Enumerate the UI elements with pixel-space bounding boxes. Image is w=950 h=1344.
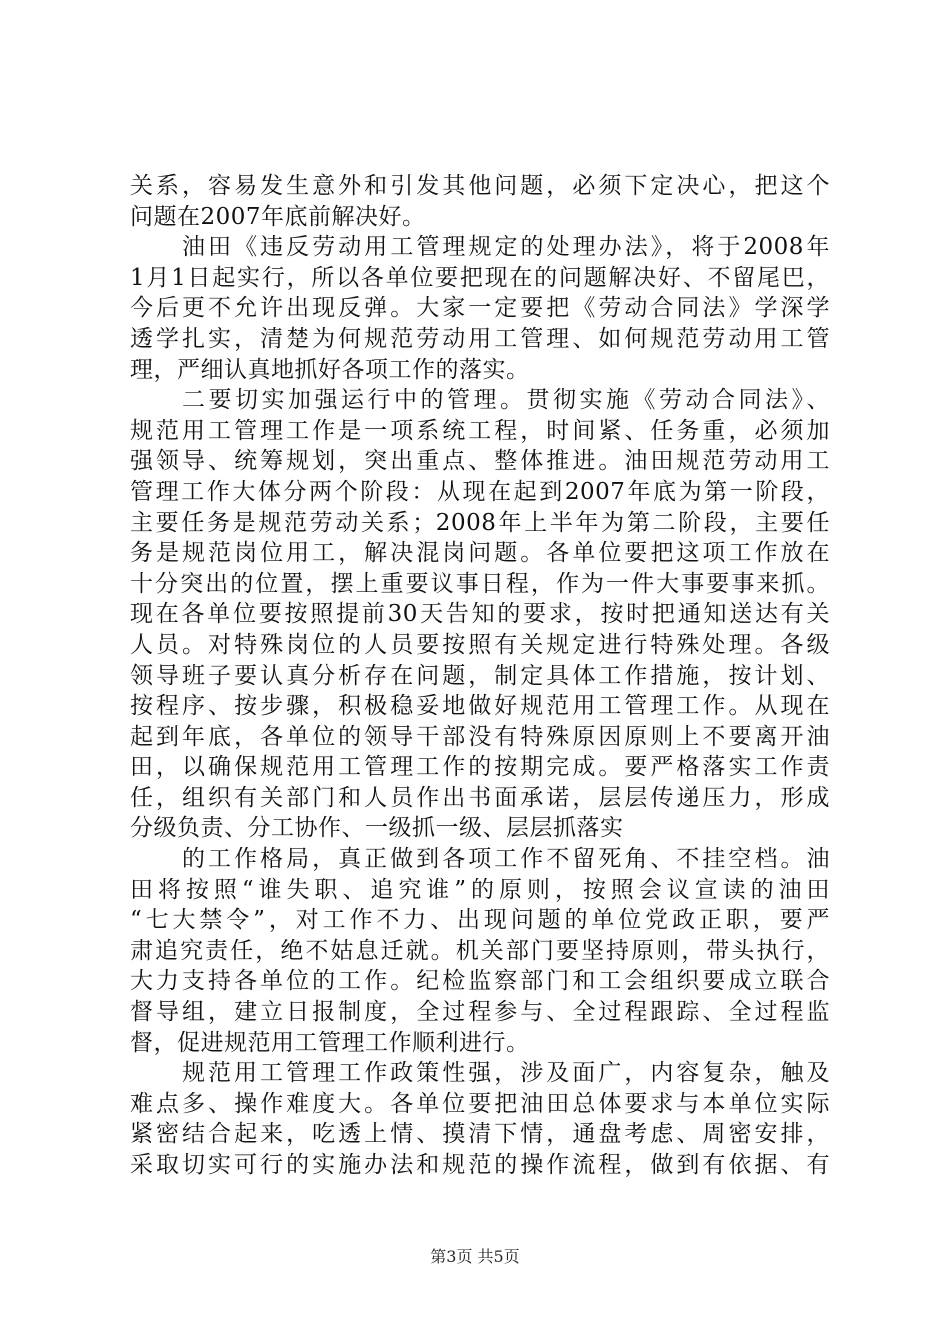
text-line: 务是规范岗位用工，解决混岗问题。各单位要把这项工作放在 bbox=[130, 540, 830, 567]
page-footer: 第3页 共5页 bbox=[430, 1247, 520, 1266]
text-line: 起到年底，各单位的领导干部没有特殊原因原则上不要离开油 bbox=[130, 723, 830, 750]
text-line: 透学扎实，清楚为何规范劳动用工管理、如何规范劳动用工管 bbox=[130, 325, 830, 352]
text-line: 规范用工管理工作是一项系统工程，时间紧、任务重，必须加 bbox=[130, 417, 830, 444]
text-line: 田将按照“谁失职、追究谁”的原则，按照会议宣读的油田 bbox=[130, 876, 830, 903]
text-line: 肃追究责任，绝不姑息迁就。机关部门要坚持原则，带头执行， bbox=[130, 937, 830, 964]
text-line: 分级负责、分工协作、一级抓一级、层层抓落实 bbox=[130, 815, 624, 842]
text-line: 主要任务是规范劳动关系；2008年上半年为第二阶段，主要任 bbox=[130, 509, 830, 536]
text-line: 督，促进规范用工管理工作顺利进行。 bbox=[130, 1029, 530, 1056]
text-line: 的工作格局，真正做到各项工作不留死角、不挂空档。油 bbox=[182, 846, 830, 873]
text-line: 今后更不允许出现反弹。大家一定要把《劳动合同法》学深学 bbox=[130, 295, 830, 322]
text-line: 大力支持各单位的工作。纪检监察部门和工会组织要成立联合 bbox=[130, 968, 830, 995]
text-line: 1月1日起实行，所以各单位要把现在的问题解决好、不留尾巴， bbox=[130, 264, 830, 291]
text-line: 现在各单位要按照提前30天告知的要求，按时把通知送达有关 bbox=[130, 601, 830, 628]
text-line: 规范用工管理工作政策性强，涉及面广，内容复杂，触及 bbox=[182, 1060, 830, 1087]
text-line: 督导组，建立日报制度，全过程参与、全过程跟踪、全过程监 bbox=[130, 999, 830, 1026]
text-line: 强领导、统筹规划，突出重点、整体推进。油田规范劳动用工 bbox=[130, 448, 830, 475]
text-line: 田，以确保规范用工管理工作的按期完成。要严格落实工作责 bbox=[130, 754, 830, 781]
text-line: 关系，容易发生意外和引发其他问题，必须下定决心，把这个 bbox=[130, 173, 830, 199]
text-line: 领导班子要认真分析存在问题，制定具体工作措施，按计划、 bbox=[130, 662, 830, 689]
text-line: 问题在2007年底前解决好。 bbox=[130, 203, 426, 230]
text-line: 二要切实加强运行中的管理。贯彻实施《劳动合同法》、 bbox=[182, 387, 830, 414]
text-line: 采取切实可行的实施办法和规范的操作流程，做到有依据、有 bbox=[130, 1152, 830, 1178]
document-body bbox=[130, 171, 830, 1181]
text-line: 管理工作大体分两个阶段：从现在起到2007年底为第一阶段， bbox=[130, 478, 830, 505]
text-line: 紧密结合起来，吃透上情、摸清下情，通盘考虑、周密安排， bbox=[130, 1121, 830, 1148]
text-line: “七大禁令”，对工作不力、出现问题的单位党政正职，要严 bbox=[130, 907, 830, 934]
text-line: 人员。对特殊岗位的人员要按照有关规定进行特殊处理。各级 bbox=[130, 631, 830, 658]
text-line: 十分突出的位置，摆上重要议事日程，作为一件大事要事来抓。 bbox=[130, 570, 830, 597]
text-line: 任，组织有关部门和人员作出书面承诺，层层传递压力，形成 bbox=[130, 784, 830, 811]
text-line: 按程序、按步骤，积极稳妥地做好规范用工管理工作。从现在 bbox=[130, 693, 830, 720]
text-line: 油田《违反劳动用工管理规定的处理办法》，将于2008年 bbox=[182, 234, 830, 261]
text-line: 理，严细认真地抓好各项工作的落实。 bbox=[130, 356, 530, 383]
text-line: 难点多、操作难度大。各单位要把油田总体要求与本单位实际 bbox=[130, 1090, 830, 1117]
